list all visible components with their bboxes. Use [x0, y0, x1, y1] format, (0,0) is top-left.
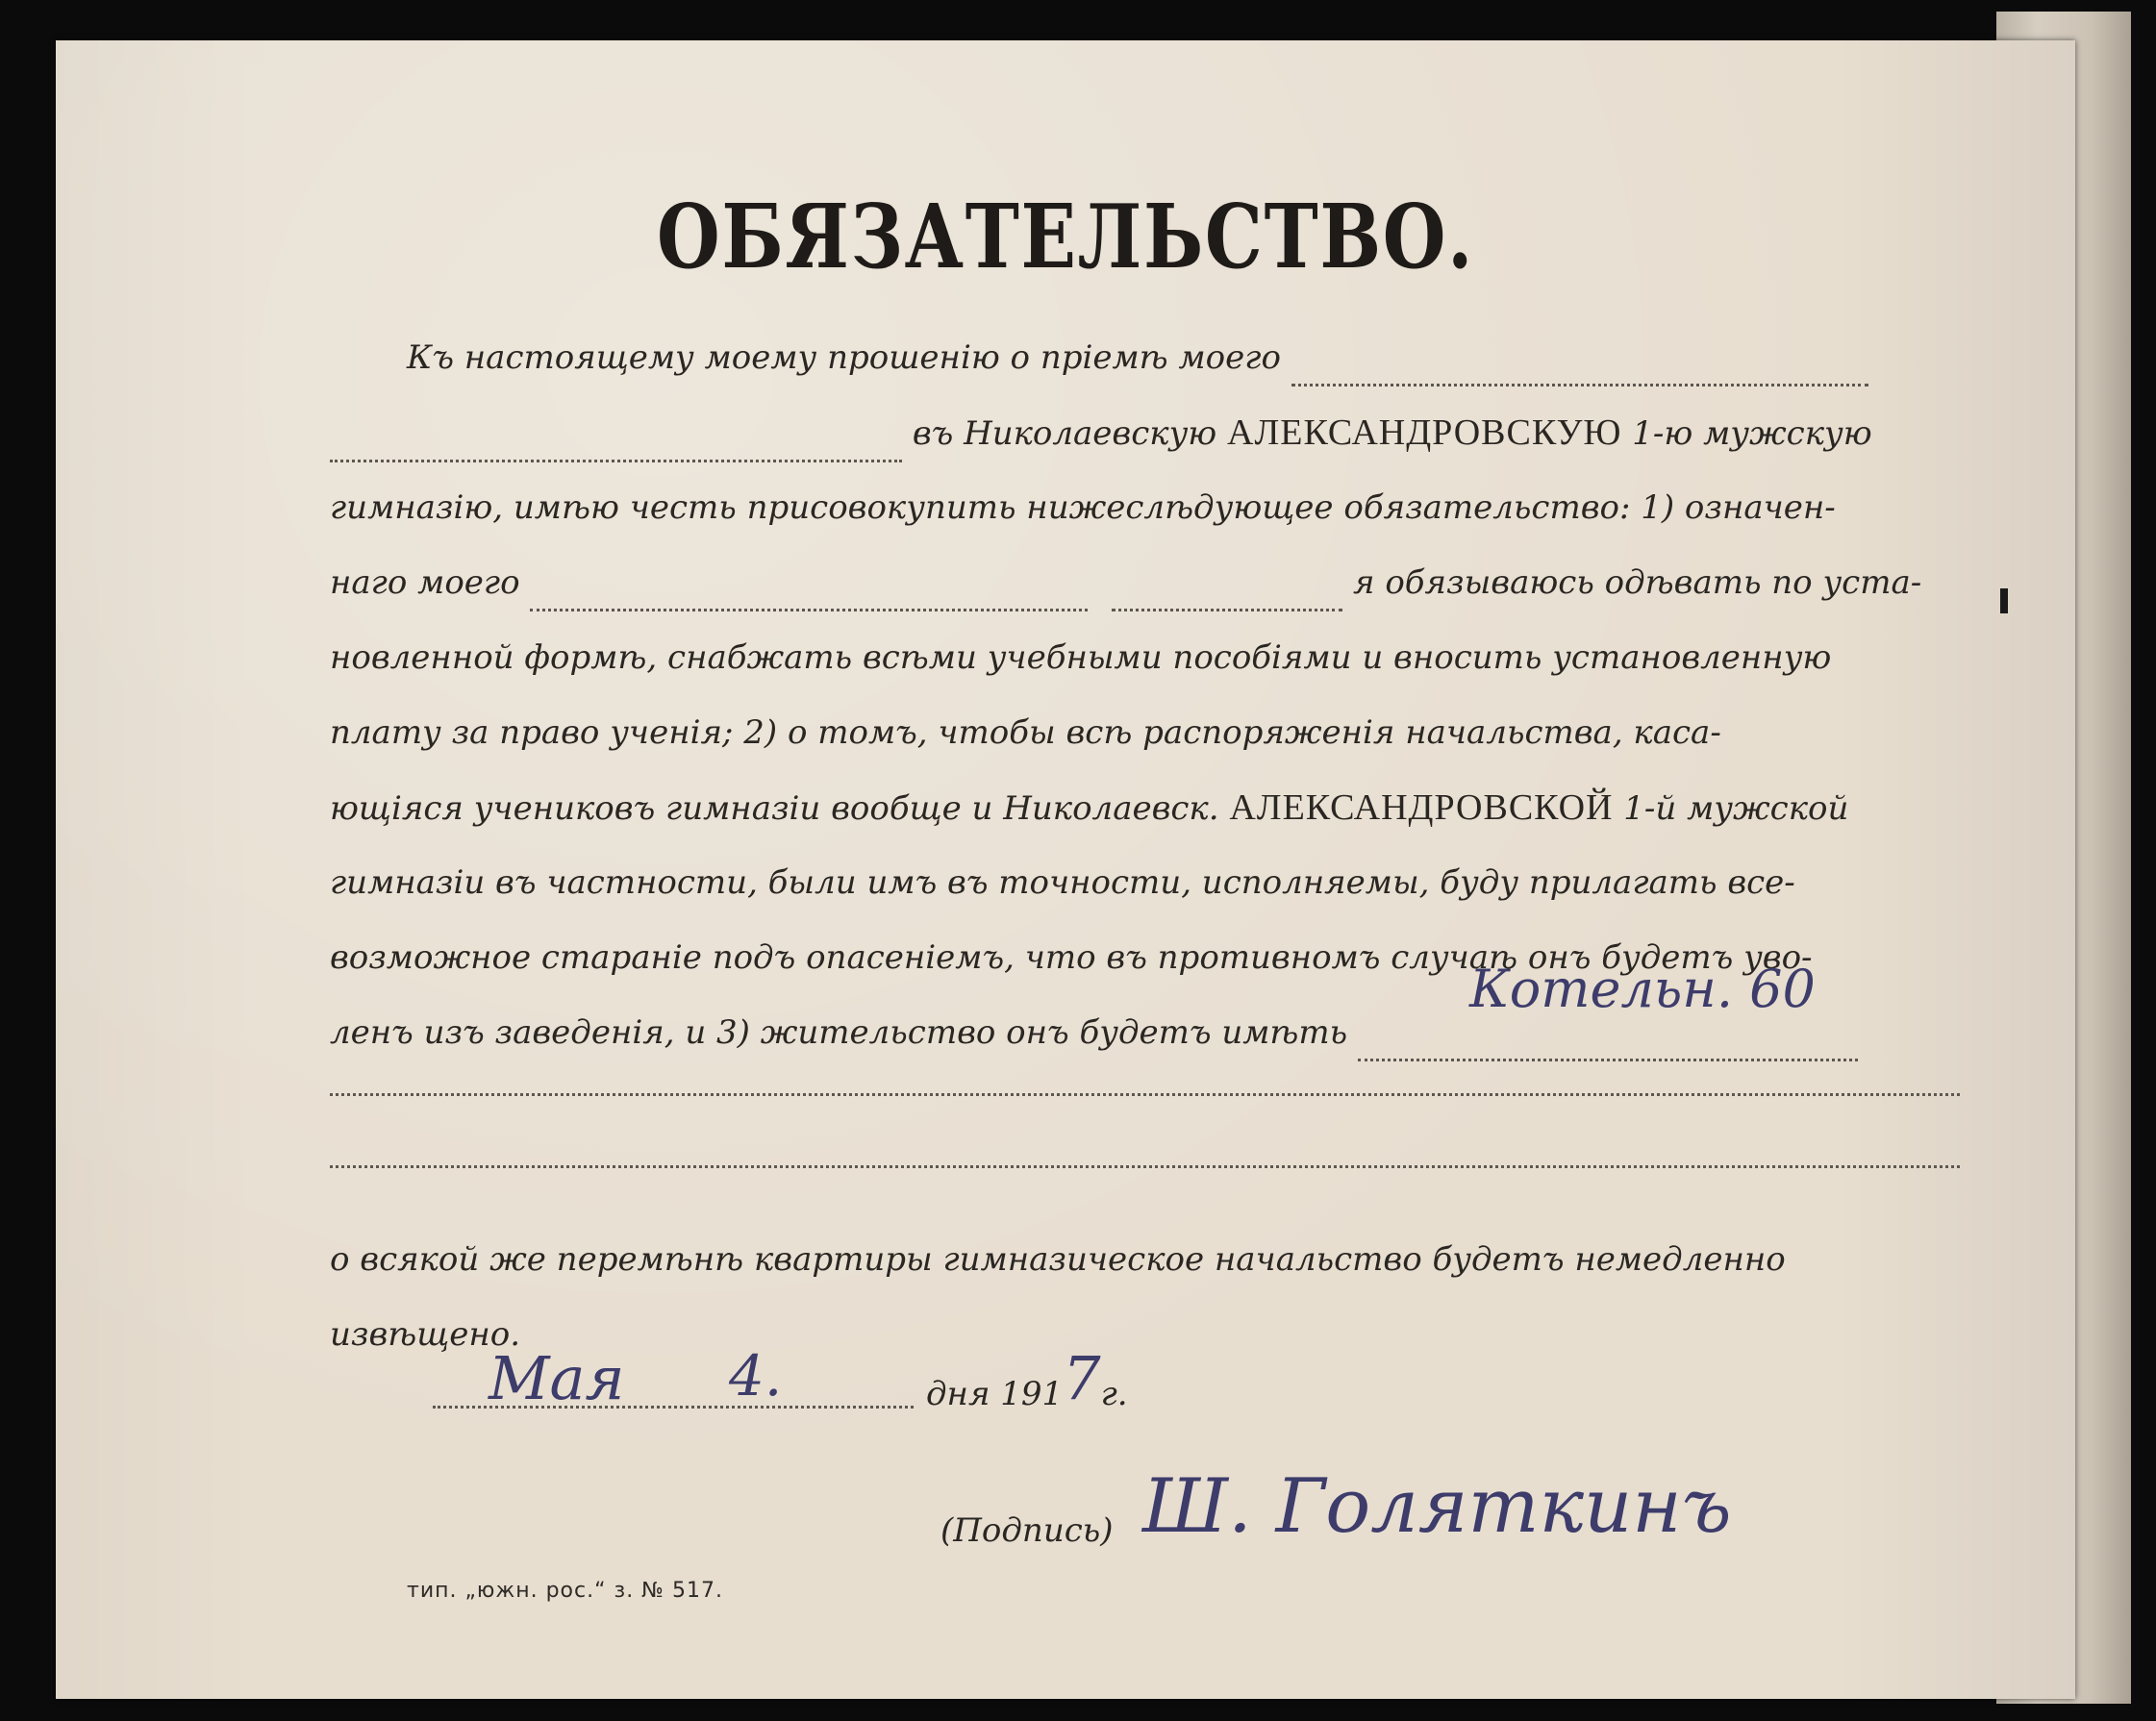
- document-sheet: [56, 40, 2075, 1699]
- blank-line: [330, 1163, 1960, 1168]
- text-line-9: возможное стараніе подъ опасеніемъ, что въ противномъ случаѣ онъ будетъ уво-: [330, 938, 1813, 977]
- text-segment: въ Николаевскую: [912, 414, 1217, 453]
- text-line-6: плату за право ученія; 2) о томъ, чтобы всѣ распоряженія начальства, каса-: [330, 713, 1721, 752]
- text-line-5: новленной формѣ, снабжать всѣми учебными пособіями и вносить установленную: [330, 638, 1832, 677]
- school-name: АЛЕКСАНДРОВСКУЮ: [1227, 412, 1622, 453]
- text-line-2: [330, 404, 1960, 461]
- text-line-12: извѣщено.: [330, 1315, 521, 1354]
- handwritten-residence: Котельн. 60: [1469, 959, 1816, 1019]
- fill-blank: [1291, 347, 1868, 387]
- printer-mark: тип. „южн. рос.“ з. № 517.: [407, 1579, 724, 1603]
- date-suffix: дня 191: [926, 1375, 1064, 1413]
- text-line-3: гимназію, имѣю честь присовокупить нижеслѣдующее обязательство: 1) означен-: [330, 488, 1836, 527]
- intro-text: Къ настоящему моему прошенію о пріемѣ моего: [407, 338, 1281, 377]
- fill-blank: [530, 572, 1088, 611]
- year-suffix: г.: [1100, 1375, 1128, 1413]
- date-line: [926, 1343, 1215, 1413]
- handwritten-year-digit: 7: [1063, 1343, 1101, 1413]
- text-line-11: о всякой же перемѣнѣ квартиры гимназическое начальство будетъ немедленно: [330, 1240, 1786, 1279]
- fill-blank: [330, 423, 902, 462]
- text-line-4: [330, 554, 1960, 611]
- text-line-8: гимназіи въ частности, были имъ въ точности, исполняемы, буду прилагать все-: [330, 863, 1795, 902]
- text-segment: 1-ю мужскую: [1632, 414, 1872, 453]
- document-title: ОБЯЗАТЕЛЬСТВО.: [656, 185, 1475, 288]
- text-segment: ющіяся учениковъ гимназіи вообще и Николаевск.: [330, 789, 1219, 828]
- handwritten-day: 4.: [729, 1343, 783, 1409]
- signature-label: (Подпись): [940, 1511, 1114, 1550]
- text-line-7: [330, 779, 1960, 836]
- school-name: АЛЕКСАНДРОВСКОЙ: [1229, 787, 1614, 828]
- handwritten-signature: Ш. Голяткинъ: [1142, 1463, 1732, 1550]
- fill-blank: [1112, 572, 1342, 611]
- text-segment: ленъ изъ заведенія, и 3) жительство онъ будетъ имѣть: [330, 1013, 1348, 1052]
- text-segment: я обязываюсь одѣвать по уста-: [1353, 563, 1922, 602]
- text-line-1: [407, 329, 1960, 387]
- handwritten-month: Мая: [489, 1343, 625, 1413]
- text-segment: 1-й мужской: [1623, 789, 1849, 828]
- text-segment: наго моего: [330, 563, 520, 602]
- ink-mark: [2000, 588, 2008, 613]
- blank-line: [330, 1091, 1960, 1096]
- residence-blank: [1358, 1022, 1858, 1061]
